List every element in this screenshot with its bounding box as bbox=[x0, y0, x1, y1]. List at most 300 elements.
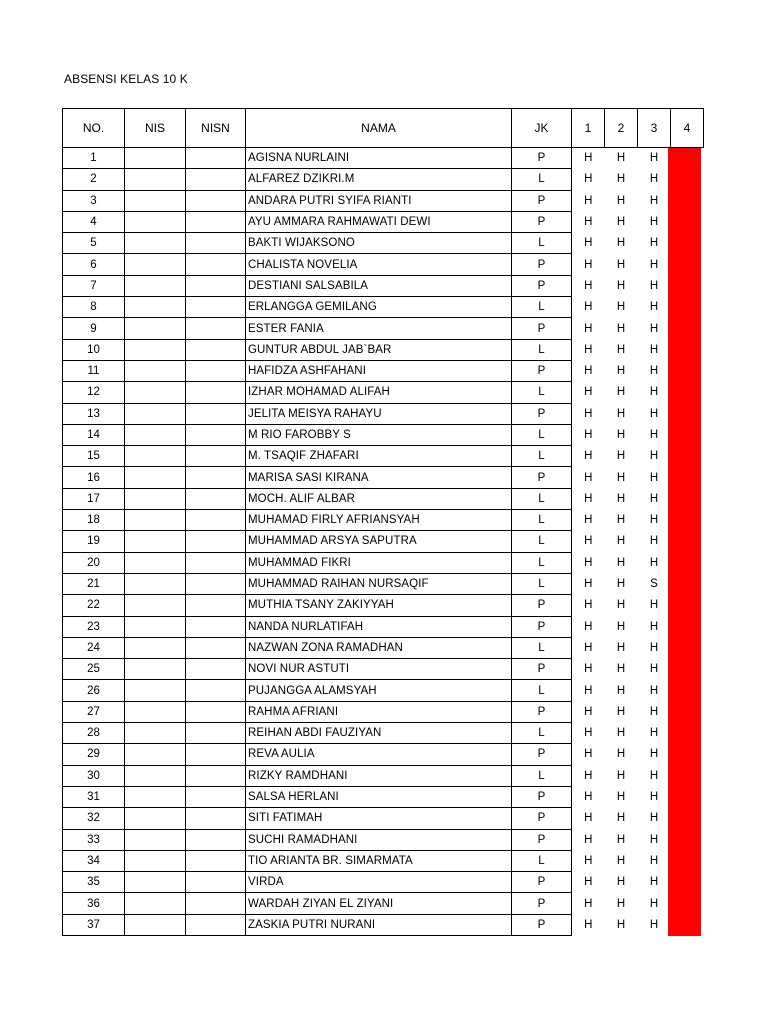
cell-day-2: H bbox=[616, 194, 626, 207]
table-row bbox=[63, 254, 704, 275]
cell-day-2: H bbox=[616, 450, 626, 463]
cell-jk: P bbox=[512, 360, 572, 381]
cell-day-3: H bbox=[649, 152, 659, 165]
cell-nisn bbox=[186, 211, 246, 232]
cell-nama: ZASKIA PUTRI NURANI bbox=[246, 914, 512, 935]
cell-nis bbox=[125, 872, 186, 893]
cell-day-3: H bbox=[649, 514, 659, 527]
cell-day-4 bbox=[671, 318, 704, 339]
cell-day-4 bbox=[671, 233, 704, 254]
cell-day-2: H bbox=[616, 620, 626, 633]
cell-day-4 bbox=[671, 510, 704, 531]
cell-nis bbox=[125, 190, 186, 211]
cell-day-3: H bbox=[649, 429, 659, 441]
cell-jk: P bbox=[512, 893, 572, 914]
cell-day-4 bbox=[671, 872, 704, 893]
table-row bbox=[63, 510, 704, 531]
cell-nisn bbox=[186, 424, 246, 445]
cell-day-2: H bbox=[616, 237, 626, 250]
cell-day-2: H bbox=[616, 173, 626, 186]
cell-nama: CHALISTA NOVELIA bbox=[246, 254, 512, 275]
cell-no: 1 bbox=[63, 148, 125, 169]
cell-no: 19 bbox=[63, 531, 125, 552]
table-row bbox=[63, 233, 704, 254]
cell-day-4 bbox=[671, 211, 704, 232]
cell-day-3: H bbox=[649, 556, 659, 569]
cell-nama: NAZWAN ZONA RAMADHAN bbox=[246, 637, 512, 658]
cell-day-3: H bbox=[649, 322, 659, 335]
cell-nama: RIZKY RAMDHANI bbox=[246, 765, 512, 786]
cell-day-1: H bbox=[584, 812, 593, 825]
cell-day-3: H bbox=[649, 599, 659, 612]
cell-nisn bbox=[186, 382, 246, 403]
cell-day-1: H bbox=[584, 194, 593, 207]
cell-day-2: H bbox=[616, 216, 626, 229]
cell-nis bbox=[125, 297, 186, 318]
cell-nama: GUNTUR ABDUL JAB`BAR bbox=[246, 339, 512, 360]
cell-day-2: H bbox=[616, 599, 626, 612]
cell-jk: L bbox=[512, 339, 572, 360]
cell-jk: L bbox=[512, 233, 572, 254]
cell-no: 16 bbox=[63, 467, 125, 488]
cell-nis bbox=[125, 637, 186, 658]
cell-day-2: H bbox=[616, 258, 626, 271]
cell-no: 33 bbox=[63, 829, 125, 850]
cell-day-1: H bbox=[584, 833, 593, 846]
cell-jk: L bbox=[512, 552, 572, 573]
cell-day-4 bbox=[671, 360, 704, 381]
cell-day-3: H bbox=[649, 684, 659, 697]
table-row bbox=[63, 637, 704, 658]
cell-nisn bbox=[186, 446, 246, 467]
cell-nisn bbox=[186, 169, 246, 190]
cell-nama: M. TSAQIF ZHAFARI bbox=[246, 446, 512, 467]
cell-day-4 bbox=[671, 573, 704, 594]
cell-nama: MARISA SASI KIRANA bbox=[246, 467, 512, 488]
cell-no: 5 bbox=[63, 233, 125, 254]
cell-day-3: H bbox=[649, 301, 659, 314]
cell-day-4 bbox=[671, 659, 704, 680]
cell-nis bbox=[125, 744, 186, 765]
cell-day-4 bbox=[671, 169, 704, 190]
cell-day-3: H bbox=[649, 705, 659, 718]
header-nisn: NISN bbox=[186, 109, 246, 148]
cell-nis bbox=[125, 148, 186, 169]
cell-day-3: H bbox=[649, 812, 659, 825]
cell-nisn bbox=[186, 850, 246, 871]
table-row bbox=[63, 275, 704, 296]
cell-jk: P bbox=[512, 403, 572, 424]
cell-nama: PUJANGGA ALAMSYAH bbox=[246, 680, 512, 701]
cell-no: 34 bbox=[63, 850, 125, 871]
cell-nama: AGISNA NURLAINI bbox=[246, 148, 512, 169]
cell-nama: ANDARA PUTRI SYIFA RIANTI bbox=[246, 190, 512, 211]
cell-jk: L bbox=[512, 169, 572, 190]
cell-no: 6 bbox=[63, 254, 125, 275]
cell-no: 26 bbox=[63, 680, 125, 701]
cell-day-2: H bbox=[616, 429, 626, 441]
header-nama: NAMA bbox=[246, 109, 512, 148]
cell-jk: P bbox=[512, 786, 572, 807]
cell-no: 36 bbox=[63, 893, 125, 914]
cell-day-3: H bbox=[649, 407, 659, 420]
cell-nis bbox=[125, 275, 186, 296]
table-row bbox=[63, 914, 704, 935]
cell-no: 27 bbox=[63, 701, 125, 722]
cell-no: 11 bbox=[63, 360, 125, 381]
cell-day-4 bbox=[671, 531, 704, 552]
cell-nama: MUTHIA TSANY ZAKIYYAH bbox=[246, 595, 512, 616]
header-no: NO. bbox=[63, 109, 125, 148]
cell-day-3: H bbox=[649, 173, 659, 186]
table-row bbox=[63, 573, 704, 594]
cell-day-3: H bbox=[649, 876, 659, 889]
cell-jk: L bbox=[512, 573, 572, 594]
cell-day-4 bbox=[671, 914, 704, 935]
cell-day-2: H bbox=[616, 322, 626, 335]
table-row bbox=[63, 297, 704, 318]
cell-nisn bbox=[186, 275, 246, 296]
cell-nis bbox=[125, 382, 186, 403]
cell-day-1: H bbox=[584, 897, 593, 910]
cell-nama: SUCHI RAMADHANI bbox=[246, 829, 512, 850]
cell-nis bbox=[125, 211, 186, 232]
cell-day-2: H bbox=[616, 556, 626, 569]
cell-nama: REIHAN ABDI FAUZIYAN bbox=[246, 723, 512, 744]
cell-nisn bbox=[186, 659, 246, 680]
table-row bbox=[63, 786, 704, 807]
cell-nis bbox=[125, 808, 186, 829]
table-row bbox=[63, 169, 704, 190]
cell-nisn bbox=[186, 467, 246, 488]
cell-no: 17 bbox=[63, 488, 125, 509]
cell-no: 21 bbox=[63, 573, 125, 594]
cell-no: 4 bbox=[63, 211, 125, 232]
table-row bbox=[63, 531, 704, 552]
cell-day-1: H bbox=[584, 365, 593, 378]
cell-nis bbox=[125, 765, 186, 786]
table-row bbox=[63, 744, 704, 765]
cell-day-4 bbox=[671, 595, 704, 616]
cell-nama: MUHAMMAD RAIHAN NURSAQIF bbox=[246, 573, 512, 594]
cell-jk: P bbox=[512, 318, 572, 339]
cell-jk: L bbox=[512, 382, 572, 403]
cell-day-1: H bbox=[584, 769, 593, 782]
cell-no: 12 bbox=[63, 382, 125, 403]
cell-nama: ESTER FANIA bbox=[246, 318, 512, 339]
cell-nama: JELITA MEISYA RAHAYU bbox=[246, 403, 512, 424]
cell-nama: BAKTI WIJAKSONO bbox=[246, 233, 512, 254]
cell-nisn bbox=[186, 254, 246, 275]
cell-day-3: H bbox=[649, 386, 659, 399]
cell-day-3: H bbox=[649, 216, 659, 229]
cell-day-1: H bbox=[584, 854, 593, 867]
cell-day-1: H bbox=[584, 407, 593, 420]
table-row bbox=[63, 424, 704, 445]
cell-nis bbox=[125, 680, 186, 701]
cell-nisn bbox=[186, 360, 246, 381]
cell-jk: L bbox=[512, 531, 572, 552]
cell-day-2: H bbox=[616, 833, 626, 846]
cell-nis bbox=[125, 360, 186, 381]
cell-day-1: H bbox=[584, 556, 593, 569]
cell-nisn bbox=[186, 297, 246, 318]
cell-nama: VIRDA bbox=[246, 872, 512, 893]
cell-day-2: H bbox=[616, 279, 626, 292]
cell-jk: L bbox=[512, 723, 572, 744]
cell-nis bbox=[125, 510, 186, 531]
cell-day-4 bbox=[671, 829, 704, 850]
cell-day-3: H bbox=[649, 769, 659, 782]
cell-day-1: H bbox=[584, 727, 593, 740]
cell-nis bbox=[125, 318, 186, 339]
cell-nis bbox=[125, 701, 186, 722]
cell-jk: P bbox=[512, 467, 572, 488]
cell-day-2: H bbox=[616, 684, 626, 697]
cell-nisn bbox=[186, 595, 246, 616]
cell-nama: M RIO FAROBBY S bbox=[246, 424, 512, 445]
cell-nisn bbox=[186, 765, 246, 786]
table-row bbox=[63, 893, 704, 914]
cell-day-3: H bbox=[649, 237, 659, 250]
cell-nisn bbox=[186, 531, 246, 552]
cell-day-1: H bbox=[584, 237, 593, 250]
header-row bbox=[63, 109, 704, 148]
cell-day-1: H bbox=[584, 535, 593, 548]
cell-day-3: H bbox=[649, 535, 659, 548]
cell-nisn bbox=[186, 786, 246, 807]
cell-nisn bbox=[186, 339, 246, 360]
cell-no: 13 bbox=[63, 403, 125, 424]
cell-jk: P bbox=[512, 808, 572, 829]
student-rows bbox=[63, 148, 704, 936]
cell-day-1: H bbox=[584, 663, 593, 676]
cell-day-4 bbox=[671, 488, 704, 509]
cell-day-2: H bbox=[616, 727, 626, 740]
cell-nis bbox=[125, 616, 186, 637]
cell-nis bbox=[125, 169, 186, 190]
header-day-1: 1 bbox=[572, 109, 605, 148]
cell-day-1: H bbox=[584, 918, 593, 931]
cell-nama: MUHAMMAD ARSYA SAPUTRA bbox=[246, 531, 512, 552]
cell-day-3: H bbox=[649, 833, 659, 846]
cell-no: 2 bbox=[63, 169, 125, 190]
cell-day-2: H bbox=[616, 152, 626, 165]
cell-day-4 bbox=[671, 446, 704, 467]
table-row bbox=[63, 850, 704, 871]
cell-no: 18 bbox=[63, 510, 125, 531]
cell-day-1: H bbox=[584, 301, 593, 314]
cell-nisn bbox=[186, 318, 246, 339]
table-row bbox=[63, 190, 704, 211]
header-nis: NIS bbox=[125, 109, 186, 148]
cell-day-4 bbox=[671, 254, 704, 275]
table-row bbox=[63, 829, 704, 850]
cell-nama: MUHAMMAD FIKRI bbox=[246, 552, 512, 573]
cell-day-3: H bbox=[649, 791, 659, 804]
cell-day-2: H bbox=[616, 854, 626, 867]
cell-nis bbox=[125, 424, 186, 445]
cell-day-1: H bbox=[584, 450, 593, 463]
cell-day-3: H bbox=[649, 343, 659, 356]
cell-jk: L bbox=[512, 488, 572, 509]
cell-jk: L bbox=[512, 765, 572, 786]
table-row bbox=[63, 148, 704, 169]
cell-day-1: H bbox=[584, 429, 593, 441]
cell-jk: L bbox=[512, 510, 572, 531]
cell-day-4 bbox=[671, 637, 704, 658]
cell-day-3: S bbox=[650, 578, 658, 591]
cell-no: 10 bbox=[63, 339, 125, 360]
cell-no: 35 bbox=[63, 872, 125, 893]
table-row bbox=[63, 723, 704, 744]
cell-nis bbox=[125, 893, 186, 914]
cell-jk: P bbox=[512, 829, 572, 850]
cell-jk: P bbox=[512, 275, 572, 296]
cell-nisn bbox=[186, 637, 246, 658]
cell-jk: P bbox=[512, 211, 572, 232]
cell-nisn bbox=[186, 616, 246, 637]
cell-day-3: H bbox=[649, 663, 659, 676]
cell-no: 14 bbox=[63, 424, 125, 445]
header-jk: JK bbox=[512, 109, 572, 148]
cell-day-4 bbox=[671, 893, 704, 914]
cell-nisn bbox=[186, 573, 246, 594]
cell-day-3: H bbox=[649, 279, 659, 292]
cell-day-4 bbox=[671, 680, 704, 701]
table-row bbox=[63, 467, 704, 488]
cell-day-4 bbox=[671, 552, 704, 573]
cell-no: 32 bbox=[63, 808, 125, 829]
cell-nisn bbox=[186, 829, 246, 850]
cell-day-4 bbox=[671, 616, 704, 637]
cell-day-3: H bbox=[649, 471, 659, 484]
cell-nis bbox=[125, 914, 186, 935]
cell-day-3: H bbox=[649, 748, 659, 761]
cell-nis bbox=[125, 403, 186, 424]
cell-day-4 bbox=[671, 339, 704, 360]
cell-day-4 bbox=[671, 424, 704, 445]
cell-day-4 bbox=[671, 467, 704, 488]
cell-nama: HAFIDZA ASHFAHANI bbox=[246, 360, 512, 381]
cell-jk: L bbox=[512, 850, 572, 871]
cell-jk: P bbox=[512, 148, 572, 169]
cell-nis bbox=[125, 786, 186, 807]
cell-day-2: H bbox=[616, 918, 626, 931]
cell-day-4 bbox=[671, 275, 704, 296]
cell-day-1: H bbox=[584, 322, 593, 335]
cell-day-2: H bbox=[616, 471, 626, 484]
cell-nis bbox=[125, 467, 186, 488]
cell-nisn bbox=[186, 744, 246, 765]
cell-nis bbox=[125, 446, 186, 467]
cell-day-1: H bbox=[584, 599, 593, 612]
cell-day-4 bbox=[671, 850, 704, 871]
cell-no: 3 bbox=[63, 190, 125, 211]
cell-nis bbox=[125, 254, 186, 275]
cell-no: 9 bbox=[63, 318, 125, 339]
table-row bbox=[63, 446, 704, 467]
cell-nis bbox=[125, 573, 186, 594]
cell-nis bbox=[125, 595, 186, 616]
cell-day-1: H bbox=[584, 705, 593, 718]
cell-nis bbox=[125, 488, 186, 509]
cell-day-2: H bbox=[616, 641, 626, 654]
cell-day-3: H bbox=[649, 258, 659, 271]
cell-nama: DESTIANI SALSABILA bbox=[246, 275, 512, 296]
cell-nama: RAHMA AFRIANI bbox=[246, 701, 512, 722]
cell-nis bbox=[125, 552, 186, 573]
cell-no: 24 bbox=[63, 637, 125, 658]
cell-nama: IZHAR MOHAMAD ALIFAH bbox=[246, 382, 512, 403]
cell-day-4 bbox=[671, 744, 704, 765]
cell-day-1: H bbox=[584, 620, 593, 633]
cell-day-1: H bbox=[584, 876, 593, 889]
cell-nisn bbox=[186, 914, 246, 935]
cell-day-2: H bbox=[616, 343, 626, 356]
cell-jk: P bbox=[512, 595, 572, 616]
cell-nis bbox=[125, 850, 186, 871]
table-row bbox=[63, 808, 704, 829]
cell-nama: REVA AULIA bbox=[246, 744, 512, 765]
cell-no: 15 bbox=[63, 446, 125, 467]
table-row bbox=[63, 680, 704, 701]
cell-no: 31 bbox=[63, 786, 125, 807]
cell-day-2: H bbox=[616, 705, 626, 718]
cell-day-1: H bbox=[584, 216, 593, 229]
cell-day-1: H bbox=[584, 492, 593, 505]
table-row bbox=[63, 659, 704, 680]
cell-nisn bbox=[186, 403, 246, 424]
cell-day-2: H bbox=[616, 535, 626, 548]
cell-nis bbox=[125, 339, 186, 360]
cell-nama: AYU AMMARA RAHMAWATI DEWI bbox=[246, 211, 512, 232]
cell-jk: L bbox=[512, 637, 572, 658]
cell-nisn bbox=[186, 872, 246, 893]
cell-day-1: H bbox=[584, 641, 593, 654]
cell-nama: SALSA HERLANI bbox=[246, 786, 512, 807]
cell-nis bbox=[125, 723, 186, 744]
cell-nama: MUHAMAD FIRLY AFRIANSYAH bbox=[246, 510, 512, 531]
cell-day-2: H bbox=[616, 876, 626, 889]
table-row bbox=[63, 616, 704, 637]
cell-day-1: H bbox=[584, 279, 593, 292]
cell-nisn bbox=[186, 148, 246, 169]
cell-day-2: H bbox=[616, 301, 626, 314]
cell-jk: L bbox=[512, 446, 572, 467]
cell-day-2: H bbox=[616, 897, 626, 910]
cell-no: 7 bbox=[63, 275, 125, 296]
cell-day-2: H bbox=[616, 386, 626, 399]
cell-nisn bbox=[186, 488, 246, 509]
table-row bbox=[63, 765, 704, 786]
table-row bbox=[63, 488, 704, 509]
table-row bbox=[63, 339, 704, 360]
cell-day-2: H bbox=[616, 365, 626, 378]
cell-day-1: H bbox=[584, 386, 593, 399]
cell-day-3: H bbox=[649, 918, 659, 931]
cell-day-1: H bbox=[584, 343, 593, 356]
cell-day-3: H bbox=[649, 727, 659, 740]
cell-day-1: H bbox=[584, 173, 593, 186]
cell-day-3: H bbox=[649, 194, 659, 207]
cell-no: 29 bbox=[63, 744, 125, 765]
cell-jk: P bbox=[512, 744, 572, 765]
cell-day-2: H bbox=[616, 578, 626, 591]
cell-nama: NOVI NUR ASTUTI bbox=[246, 659, 512, 680]
table-row bbox=[63, 701, 704, 722]
cell-nama: NANDA NURLATIFAH bbox=[246, 616, 512, 637]
